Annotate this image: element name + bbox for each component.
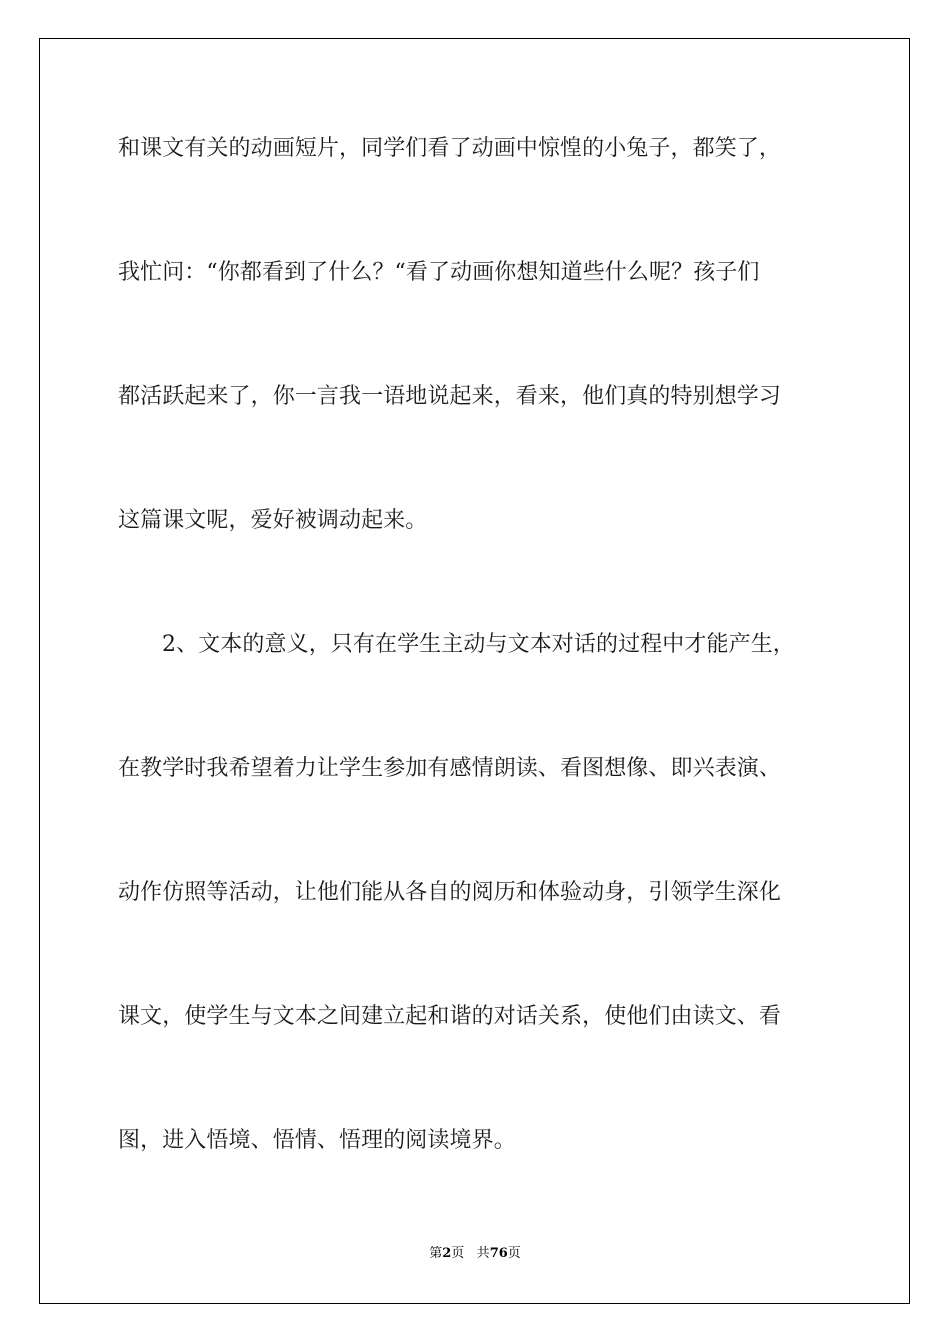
page-number: 2 [442,1246,452,1261]
page-suffix: 页 [451,1246,465,1261]
text-line: 都活跃起来了，你一言我一语地说起来，看来，他们真的特别想学习 [118,384,782,409]
text-line: 在教学时我希望着力让学生参加有感情朗读、看图想像、即兴表演、 [118,756,782,781]
total-pages: 76 [489,1246,508,1261]
page-prefix: 第 [429,1246,443,1261]
text-line: 和课文有关的动画短片，同学们看了动画中惊惶的小兔子，都笑了， [118,136,782,161]
text-line: 这篇课文呢，爱好被调动起来。 [118,508,428,533]
text-line: 动作仿照等活动，让他们能从各自的阅历和体验动身，引领学生深化 [118,880,782,905]
text-line: 课文，使学生与文本之间建立起和谐的对话关系，使他们由读文、看 [118,1004,782,1029]
text-line: 图，进入悟境、悟情、悟理的阅读境界。 [118,1128,516,1153]
page-frame [39,38,910,1304]
text-line: 我忙问：“你都看到了什么？“看了动画你想知道些什么呢？孩子们 [118,260,760,285]
total-suffix: 页 [507,1246,521,1261]
total-prefix: 共 [476,1246,490,1261]
page-footer [0,1245,950,1263]
paragraph-start-line: 2、文本的意义，只有在学生主动与文本对话的过程中才能产生， [162,632,795,657]
